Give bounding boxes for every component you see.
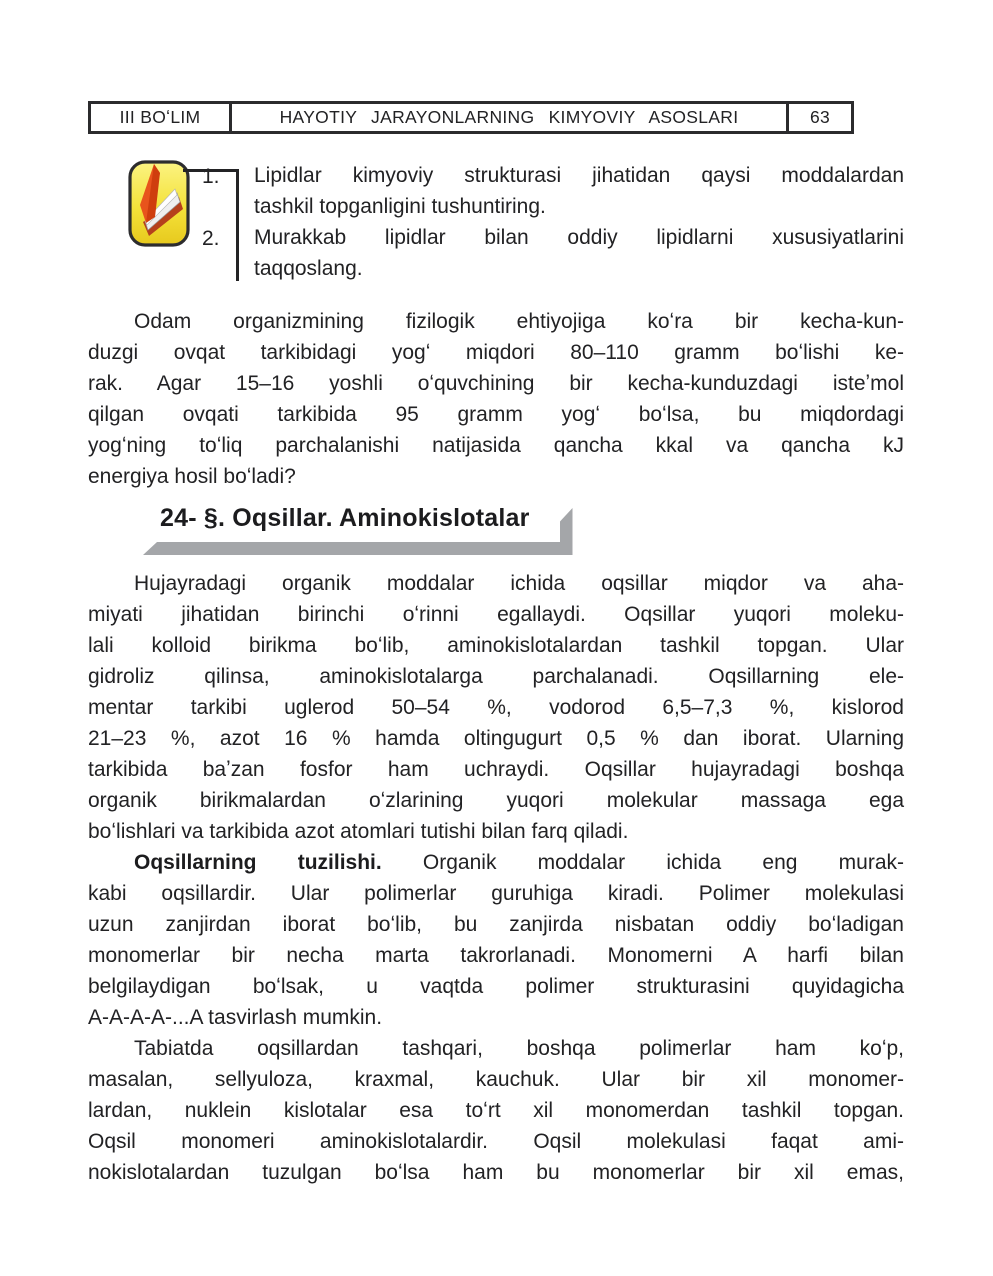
question-text: Murakkab lipidlar bilan oddiy lipidlarni xususiyatlarini taqqoslang. [254,226,904,280]
question-text: Lipidlar kimyoviy strukturasi jihatidan qaysi moddalardan tashkil topganligini tushuntiring. [254,164,904,218]
open-book-icon-svg [128,160,190,247]
question-list [202,160,904,284]
header-chapter-title: HAYOTIY JARAYONLARNING KIMYOVIY ASOSLARI [232,104,789,131]
running-head [88,101,854,134]
section-heading-wrap [146,500,904,542]
body-paragraph: Oqsillarning tuzilishi. Organik moddalar ichida eng murak- kabi oqsillardir. Ular polimerlar guruhiga kiradi. Polimer molekulasi uzun zanjirdan iborat boʻlib, bu zanjirda nisbatan oddiy boʻladigan monomerlar bir necha marta takrorlanadi. Monomerni A harfi bilan belgilaydigan boʻlsak, u vaqtda polimer strukturasini quyidagicha A-A-A-A-...A tasvirlash mumkin. [88,851,904,1029]
intro-paragraph: Odam organizmining fizilogik ehtiyojiga koʻra bir kecha-kun- duzgi ovqat tarkibidagi yogʻ miqdori 80–110 gramm boʻlishi ke- rak. Agar 15–16 yoshli oʻquvchining bir kecha-kunduzdagi isteʼmol qilgan ovqati tarkibida 95 gramm yogʻ boʻlsa, bu miqdordagi yogʻning toʻliq parchalanishi natijasida qancha kkal va qancha kJ energiya hosil boʻladi? [88,310,904,488]
question-number: 1. [202,165,220,188]
question-item [202,222,904,284]
open-book-icon [128,160,190,247]
body-paragraph: Hujayradagi organik moddalar ichida oqsillar miqdor va aha- miyati jihatidan birinchi oʻrinni egallaydi. Oqsillar yuqori moleku- lali kolloid birikma boʻlib, aminokislotalardan tashkil topgan. Ular gidroliz qilinsa, aminokislotalarga parchalanadi. Oqsillarning ele- mentar tarkibi uglerod 50–54 %, vodorod 6,5–7,3 %, kislorod 21–23 %, azot 16 % hamda oltingugurt 0,5 % dan iborat. Ularning tarkibida baʼzan fosfor ham uchraydi. Oqsillar hujayradagi boshqa organik birikmalardan oʻzlarining yuqori molekular massaga ega boʻlishlari va tarkibida azot atomlari tutishi bilan farq qiladi. [88,572,904,843]
question-item [202,160,904,222]
section-heading-banner [146,500,560,542]
header-section-label: III BOʻLIM [91,104,232,131]
header-page-number: 63 [809,107,831,127]
questions-block [128,160,904,284]
body-paragraph: Tabiatda oqsillardan tashqari, boshqa polimerlar ham koʻp, masalan, sellyuloza, kraxmal, kauchuk. Ular bir xil monomer- lardan, nuklein kislotalar esa toʻrt xil monomerdan tashkil topgan. Oqsil monomeri aminokislotalardir. Oqsil molekulasi faqat ami- nokislotalardan tuzulgan boʻlsa ham bu monomerlar bir xil emas, [88,1037,904,1184]
question-number: 2. [202,227,220,250]
page-content [88,101,904,1188]
callout-vertical-rule [236,169,239,281]
callout-connector-line [183,169,236,172]
section-heading-text: 24- §. Oqsillar. Aminokislotalar [160,504,530,532]
